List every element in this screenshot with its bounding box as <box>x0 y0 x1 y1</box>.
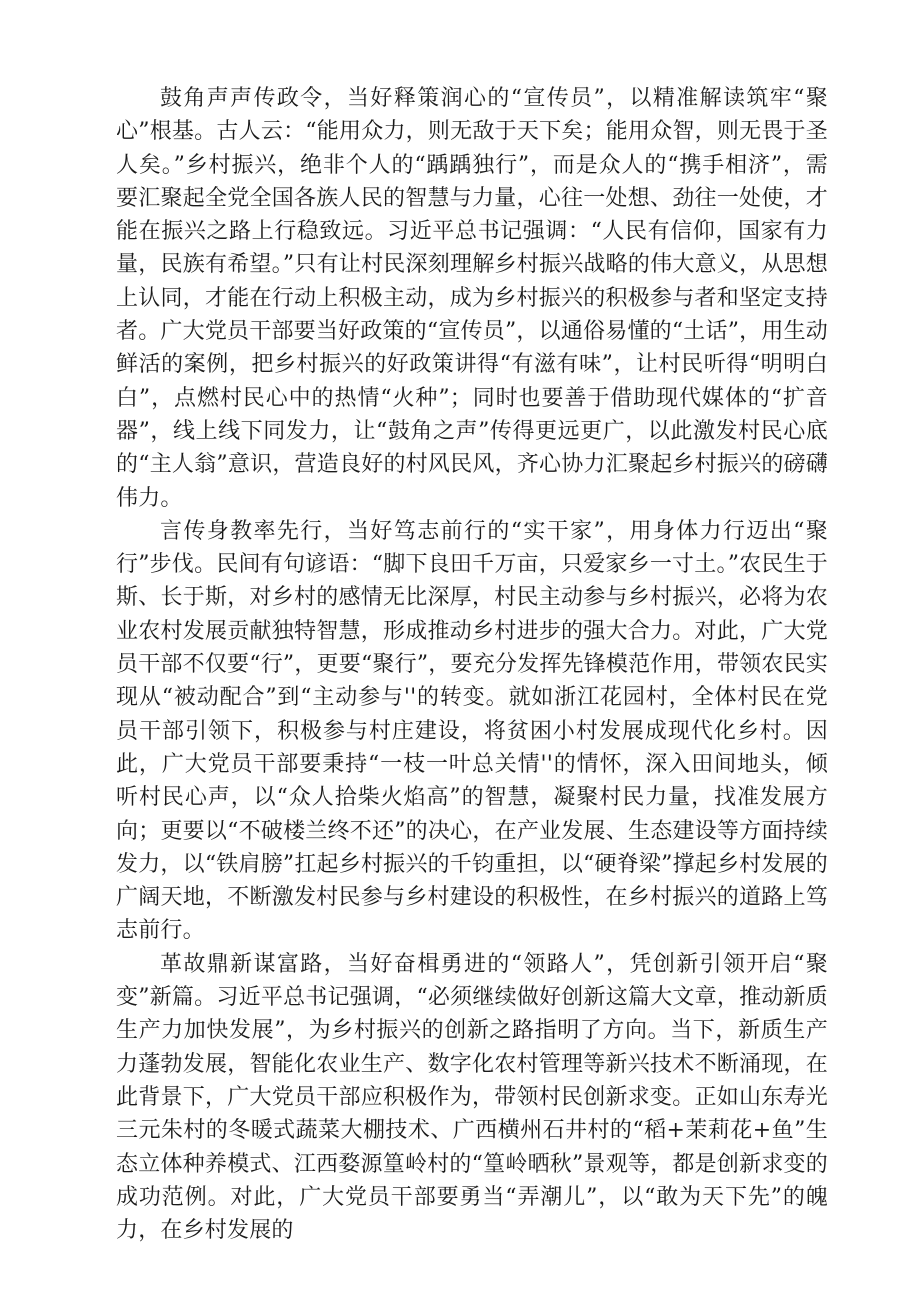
paragraph-action: 言传身教率先行，当好笃志前行的“实干家”，用身体力行迈出“聚行”步伐。民间有句谚语：“脚下良田千万亩，只爱家乡一寸土。”农民生于斯、长于斯，对乡村的感情无比深厚，村民主动参与乡村振兴，必将为农业农村发展贡献独特智慧，形成推动乡村进步的强大合力。对此，广大党员干部不仅要“行”，更要“聚行”，要充分发挥先锋模范作用，带领农民实现从“被动配合”到“主动参与''的转变。就如浙江花园村，全体村民在党员干部引领下，积极参与村庄建设，将贫困小村发展成现代化乡村。因此，广大党员干部要秉持“一枝一叶总关情''的情怀，深入田间地头，倾听村民心声，以“众人拾柴火焰高”的智慧，凝聚村民力量，找准发展方向；更要以“不破楼兰终不还”的决心，在产业发展、生态建设等方面持续发力，以“铁肩膀”扛起乡村振兴的千钧重担，以“硬脊梁”撑起乡村发展的广阔天地，不断激发村民参与乡村建设的积极性，在乡村振兴的道路上笃志前行。 <box>116 518 828 944</box>
paragraph-innovation: 革故鼎新谋富路，当好奋楫勇进的“领路人”，凭创新引领开启“聚变”新篇。习近平总书记强调，“必须继续做好创新这篇大文章，推动新质生产力加快发展”，为乡村振兴的创新之路指明了方向。当下，新质生产力蓬勃发展，智能化农业生产、数字化农村管理等新兴技术不断涌现，在此背景下，广大党员干部应积极作为，带领村民创新求变。正如山东寿光三元朱村的冬暖式蔬菜大棚技术、广西横州石井村的“稻+茉莉花+鱼”生态立体种养模式、江西婺源篁岭村的“篁岭晒秋”景观等，都是创新求变的成功范例。对此，广大党员干部要勇当“弄潮儿”，以“敢为天下先”的魄力，在乡村发展的 <box>116 951 828 1244</box>
paragraph-propaganda: 鼓角声声传政令，当好释策润心的“宣传员”，以精准解读筑牢“聚心”根基。古人云：“能用众力，则无敌于天下矣；能用众智，则无畏于圣人矣。”乡村振兴，绝非个人的“踽踽独行”，而是众人的“携手相济”，需要汇聚起全党全国各族人民的智慧与力量，心往一处想、劲往一处使，才能在振兴之路上行稳致远。习近平总书记强调：“人民有信仰，国家有力量，民族有希望。”只有让村民深刻理解乡村振兴战略的伟大意义，从思想上认同，才能在行动上积极主动，成为乡村振兴的积极参与者和坚定支持者。广大党员干部要当好政策的“宣传员”，以通俗易懂的“土话”，用生动鲜活的案例，把乡村振兴的好政策讲得“有滋有味”，让村民听得“明明白白”，点燃村民心中的热情“火种”；同时也要善于借助现代媒体的“扩音器”，线上线下同发力，让“鼓角之声”传得更远更广，以此激发村民心底的“主人翁”意识，营造良好的村风民风，齐心协力汇聚起乡村振兴的磅礴伟力。 <box>116 86 828 511</box>
document-body <box>116 82 828 1247</box>
